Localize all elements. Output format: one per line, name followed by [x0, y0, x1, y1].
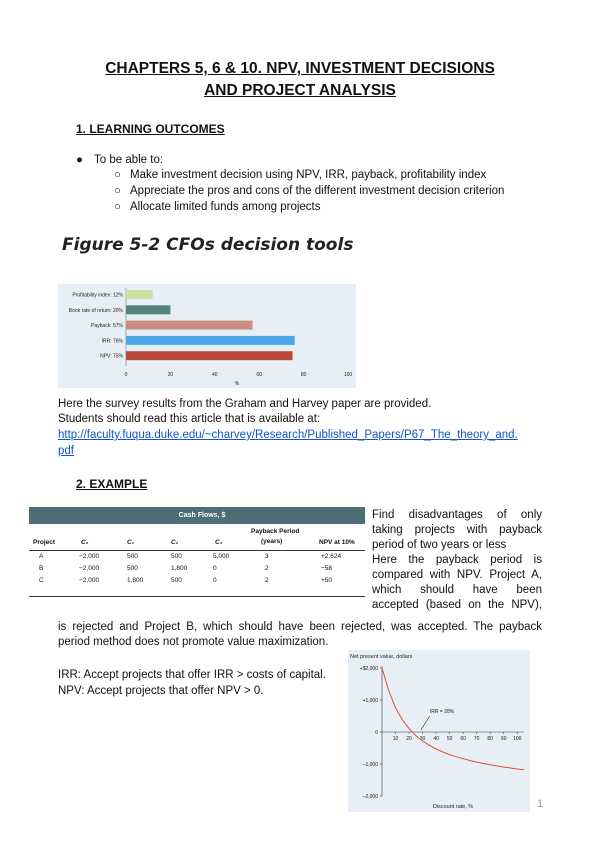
chart-category-label: Profitability index: 12%: [72, 292, 123, 299]
cash-flows-table: [29, 507, 365, 602]
table-cell: −2,000: [79, 565, 100, 572]
example-full-paragraph: [58, 620, 542, 650]
table-cell: 3: [265, 553, 269, 560]
chart-tick-label: 0: [124, 372, 128, 378]
table-header: C₂: [171, 539, 179, 546]
table-header: C₀: [81, 539, 89, 546]
table-row: [29, 551, 365, 563]
table-cell: 2: [265, 565, 269, 572]
table-header: Payback Period: [251, 528, 300, 535]
chart-annotation-arrow: [421, 716, 430, 730]
chart-bar: [126, 305, 170, 314]
cash-flows-caption: Cash Flows, $: [29, 507, 365, 524]
chart-x-tick-label: 20: [406, 736, 412, 742]
example-line: period of two years or less: [372, 539, 507, 551]
article-link[interactable]: http://faculty.fuqua.duke.edu/~charvey/Research/Published_Papers/P67_The_theory_and.: [58, 429, 518, 441]
learning-sub-item-2: Appreciate the pros and cons of the different investment decision criterion: [130, 185, 505, 197]
circle-bullet-icon: ○: [114, 201, 121, 213]
chart-x-tick-label: 100: [513, 736, 522, 742]
table-cell: 0: [213, 565, 217, 572]
chart-x-tick-label: 50: [446, 736, 453, 742]
page-number: 1: [537, 798, 544, 810]
table-cell: −2,000: [79, 577, 100, 584]
table-header: C₃: [215, 539, 223, 546]
cash-flows-body: [29, 551, 365, 587]
table-header: C₁: [127, 539, 134, 546]
table-cell: +50: [321, 577, 333, 584]
table-cell: 1,800: [171, 565, 188, 572]
example-line: Find disadvantages of only: [372, 509, 542, 521]
page-title-line-1: CHAPTERS 5, 6 & 10. NPV, INVESTMENT DECISIONS: [105, 60, 495, 77]
chart-y-tick-label: +1,000: [362, 698, 378, 704]
circle-bullet-icon: ○: [114, 185, 121, 197]
chart-bar: [126, 290, 153, 299]
table-cell: B: [39, 565, 44, 572]
chart-y-tick-label: +$2,000: [359, 666, 378, 672]
table-row: [29, 575, 365, 587]
example-line: taking projects with payback: [372, 524, 542, 536]
table-cell: −2,000: [79, 553, 100, 560]
cfo-tools-chart: [58, 284, 356, 388]
chart-bar: [126, 336, 295, 345]
bullet-dot-icon: ●: [76, 154, 83, 166]
chart-tick-label: 40: [212, 372, 218, 378]
chart-x-tick-label: 60: [460, 736, 466, 742]
table-cell: 500: [171, 577, 182, 584]
chart-x-tick-label: 80: [487, 736, 493, 742]
table-cell: +2,624: [321, 553, 342, 560]
chart-x-axis-label: Discount rate, %: [432, 804, 474, 810]
chart-category-label: Payback: 57%: [91, 323, 123, 330]
learning-sub-item-3: Allocate limited funds among projects: [130, 201, 321, 213]
chart-x-tick-label: 10: [392, 736, 399, 742]
table-header: Project: [33, 539, 56, 546]
example-line: period method does not promote value maximization.: [58, 636, 329, 648]
cfo-tools-bar-chart-svg: [58, 284, 356, 388]
chart-x-tick-label: 70: [473, 736, 480, 742]
chart-tick-label: 80: [300, 372, 307, 378]
irr-rule: IRR: Accept projects that offer IRR > costs of capital.: [58, 669, 326, 681]
table-bottom-rule: [29, 596, 365, 597]
npv-profile-line-chart-svg: [348, 650, 530, 812]
chart-annotation: IRR = 28%: [429, 709, 455, 715]
figure-title: Figure 5-2 CFOs decision tools: [62, 235, 354, 255]
table-cell: 2: [265, 577, 269, 584]
chart-y-tick-label: –1,000: [362, 762, 378, 768]
chart-x-tick-label: 40: [433, 736, 439, 742]
chart-y-tick-label: –2,000: [362, 794, 378, 800]
chart-tick-label: 100: [343, 372, 353, 378]
cash-flows-header-row: [29, 524, 365, 551]
chart-axis-label: %: [234, 381, 240, 387]
chart-bar: [126, 321, 253, 330]
chart-category-label: NPV: 75%: [100, 353, 123, 360]
table-cell: 0: [213, 577, 217, 584]
chart-category-label: IRR: 76%: [101, 338, 123, 345]
learning-sub-item-1: Make investment decision using NPV, IRR, payback, profitability index: [130, 169, 487, 181]
npv-rule: NPV: Accept projects that offer NPV > 0.: [58, 685, 264, 697]
table-cell: 500: [171, 553, 182, 560]
table-cell: A: [39, 553, 44, 560]
example-line: which should have been: [372, 584, 542, 596]
chart-x-tick-label: 90: [500, 736, 507, 742]
learning-bullet: To be able to:: [94, 154, 164, 166]
survey-text: Here the survey results from the Graham and Harvey paper are provided.: [58, 398, 432, 410]
chart-y-tick-label: 0: [375, 730, 378, 736]
example-line: accepted (based on the NPV),: [372, 599, 542, 611]
table-cell: −58: [321, 565, 333, 572]
example-line: is rejected and Project B, which should have been rejected, was accepted. The payback: [58, 621, 542, 633]
chart-title: Net present value, dollars: [350, 654, 413, 660]
table-cell: 500: [127, 565, 138, 572]
table-row: [29, 563, 365, 575]
students-text: Students should read this article that is available at:: [58, 413, 321, 425]
circle-bullet-icon: ○: [114, 169, 121, 181]
npv-profile-chart: [348, 650, 530, 812]
section-2-heading: 2. EXAMPLE: [76, 477, 148, 491]
example-line: compared with NPV. Project A,: [372, 569, 542, 581]
chart-tick-label: 60: [256, 372, 262, 378]
table-cell: 5,000: [213, 553, 230, 560]
chart-category-label: Book rate of return: 20%: [68, 307, 123, 314]
example-line: Here the payback period is: [372, 554, 542, 566]
chart-x-tick-label: 30: [419, 736, 426, 742]
chart-series-line: [382, 668, 524, 770]
table-header: (years): [261, 538, 283, 545]
table-cell: 1,800: [127, 577, 144, 584]
chart-bar: [126, 351, 293, 360]
page-title-line-2: AND PROJECT ANALYSIS: [204, 82, 396, 99]
table-header: NPV at 10%: [319, 539, 355, 546]
table-cell: C: [39, 577, 44, 584]
example-side-paragraph: [372, 508, 542, 613]
section-1-heading: 1. LEARNING OUTCOMES: [76, 122, 225, 136]
chart-tick-label: 20: [167, 372, 174, 378]
table-cell: 500: [127, 553, 138, 560]
article-link-continued[interactable]: pdf: [58, 445, 74, 457]
